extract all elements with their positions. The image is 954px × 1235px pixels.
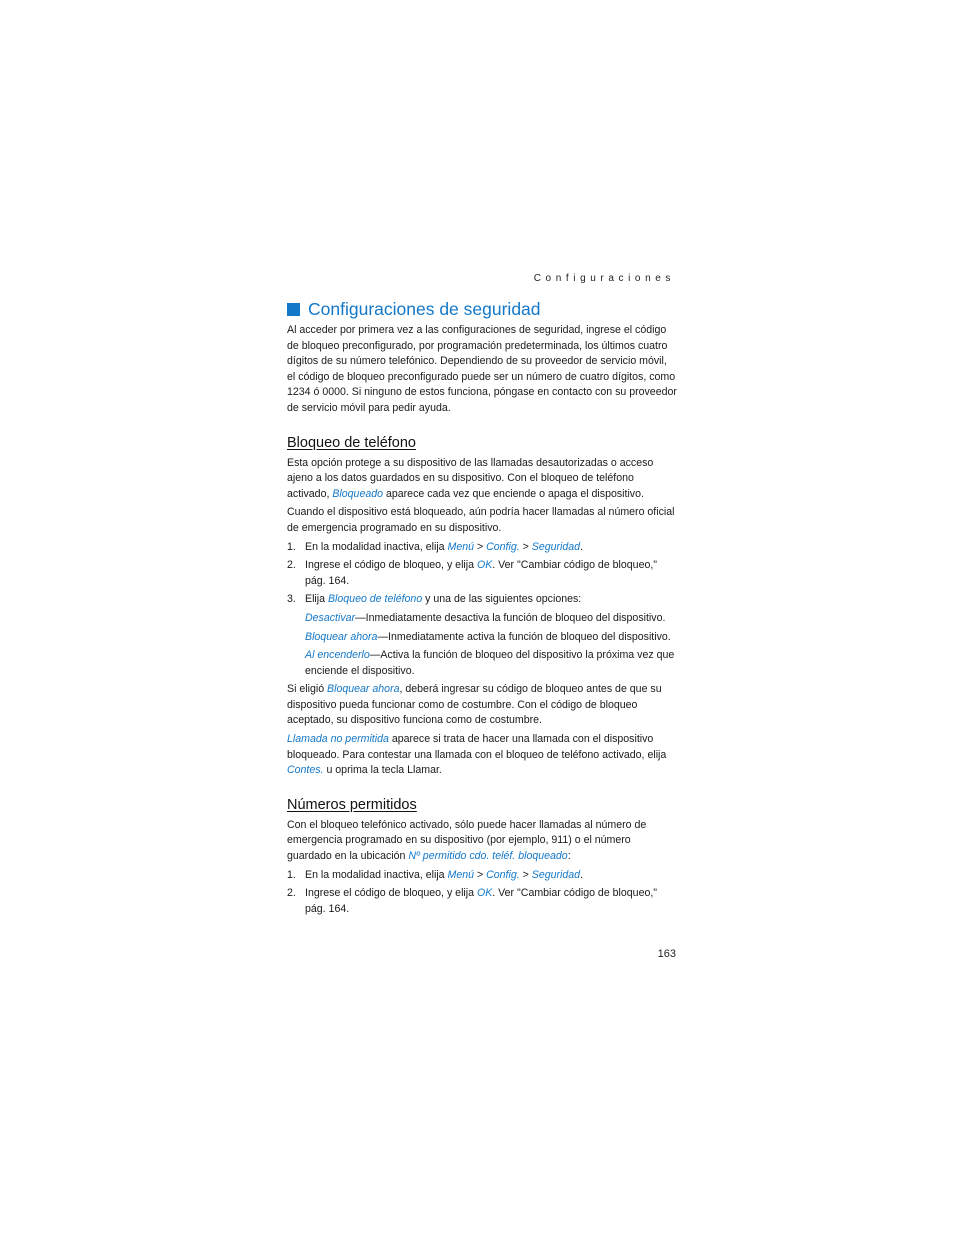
subsection-title-bloqueo: Bloqueo de teléfono — [287, 434, 416, 451]
keyword-al-encenderlo: Al encenderlo — [305, 649, 370, 662]
text: , deberá ingresar su código de bloqueo antes de que su dispositivo pueda funcionar como de costumbre. Con el código de bloqueo aceptado, su dispositivo funciona como de costumbre. — [287, 683, 662, 727]
page-content — [287, 298, 677, 920]
separator: > — [519, 868, 532, 881]
keyword-seguridad: Seguridad — [531, 868, 581, 881]
step-number: 1. — [287, 540, 296, 553]
text: —Activa la función de bloqueo del dispositivo la próxima vez que enciende el dispositivo. — [305, 649, 675, 677]
list-item — [287, 540, 677, 556]
separator: > — [474, 540, 487, 553]
separator: > — [474, 868, 487, 881]
keyword-bloqueado: Bloqueado — [332, 487, 384, 500]
step-text — [305, 558, 677, 589]
keyword-seguridad: Seguridad — [531, 540, 581, 553]
text: —Inmediatamente desactiva la función de bloqueo del dispositivo. — [355, 611, 666, 624]
text: u oprima la tecla Llamar. — [323, 764, 442, 777]
step-number: 3. — [287, 593, 296, 606]
keyword-contes: Contes. — [287, 764, 324, 777]
step-number: 2. — [287, 887, 296, 900]
section-title-text: Configuraciones de seguridad — [308, 299, 541, 319]
keyword-desactivar: Desactivar — [305, 611, 356, 624]
text: . Ver "Cambiar código de bloqueo," pág. 164. — [305, 887, 658, 915]
step-text — [305, 540, 677, 556]
text: . — [580, 540, 584, 553]
keyword-bloquear-ahora: Bloquear ahora — [327, 683, 400, 696]
step-text — [305, 592, 677, 608]
text: Si eligió — [287, 683, 328, 696]
keyword-numero-permitido: Nº permitido cdo. teléf. bloqueado — [408, 850, 568, 863]
bloqueo-paragraph-3 — [287, 682, 677, 729]
intro-paragraph: Al acceder por primera vez a las configuraciones de seguridad, ingrese el código de bloqueo preconfigurado, por programación predeterminada, los últimos cuatro dígitos de su número telefónico. Dependiendo de su proveedor de servicio móvil, el código de bloqueo preconfigurado puede ser un número de cuatro dígitos, como 1234 ó 0000. Si ninguno de estos funciona, póngase en contacto con su proveedor de servicio móvil para pedir ayuda. — [287, 324, 677, 414]
text: En la modalidad inactiva, elija — [305, 540, 448, 553]
bloqueo-paragraph-2: Cuando el dispositivo está bloqueado, aún podría hacer llamadas al número oficial de emergencia programado en su dispositivo. — [287, 506, 675, 534]
keyword-ok: OK — [476, 559, 493, 572]
text: aparece si trata de hacer una llamada con el dispositivo bloqueado. Para contestar una llamada con el bloqueo de teléfono activado, elija — [287, 733, 667, 761]
list-item — [287, 886, 677, 917]
page-number: 163 — [657, 948, 676, 960]
text: Con el bloqueo telefónico activado, sólo puede hacer llamadas al número de emergencia programado en su dispositivo (por ejemplo, 911) o el número guardado en la ubicación — [287, 818, 647, 863]
separator: > — [519, 540, 532, 553]
running-header: Configuraciones — [533, 273, 675, 284]
text: Ingrese el código de bloqueo, y elija — [305, 559, 477, 572]
numeros-steps — [287, 868, 677, 918]
text: Ingrese el código de bloqueo, y elija — [305, 887, 477, 900]
text: . Ver "Cambiar código de bloqueo," pág. 164. — [305, 559, 658, 587]
subsection-title-numeros: Números permitidos — [287, 796, 417, 813]
option-bloquear-ahora — [305, 630, 677, 646]
bloqueo-paragraph-1 — [287, 456, 677, 503]
list-item — [287, 868, 677, 884]
keyword-bloquear-ahora: Bloquear ahora — [305, 630, 378, 643]
numeros-paragraph-1 — [287, 818, 677, 865]
section-title — [287, 298, 677, 320]
keyword-ok: OK — [476, 887, 493, 900]
keyword-bloqueo-de-telefono: Bloqueo de teléfono — [327, 593, 423, 606]
option-al-encenderlo — [305, 648, 677, 679]
bloqueo-steps — [287, 540, 677, 608]
keyword-config: Config. — [486, 540, 520, 553]
bloqueo-paragraph-4 — [287, 732, 677, 779]
square-bullet-icon — [287, 303, 300, 316]
step-text — [305, 886, 677, 917]
text: y una de las siguientes opciones: — [422, 593, 582, 606]
text: . — [580, 868, 584, 881]
step-text — [305, 868, 677, 884]
list-item — [287, 558, 677, 589]
text: aparece cada vez que enciende o apaga el dispositivo. — [383, 487, 644, 500]
keyword-llamada-no-permitida: Llamada no permitida — [287, 733, 389, 746]
step-number: 1. — [287, 868, 296, 881]
text: En la modalidad inactiva, elija — [305, 868, 448, 881]
keyword-menu: Menú — [447, 540, 475, 553]
text: —Inmediatamente activa la función de bloqueo del dispositivo. — [377, 630, 671, 643]
keyword-config: Config. — [486, 868, 520, 881]
keyword-menu: Menú — [447, 868, 475, 881]
list-item — [287, 592, 677, 608]
text: : — [567, 850, 571, 863]
step-number: 2. — [287, 559, 296, 572]
option-desactivar — [305, 611, 677, 627]
text: Elija — [305, 593, 328, 606]
text: Esta opción protege a su dispositivo de las llamadas desautorizadas o acceso ajeno a los datos guardados en su dispositivo. Con el bloqueo de teléfono activado, — [287, 456, 654, 500]
